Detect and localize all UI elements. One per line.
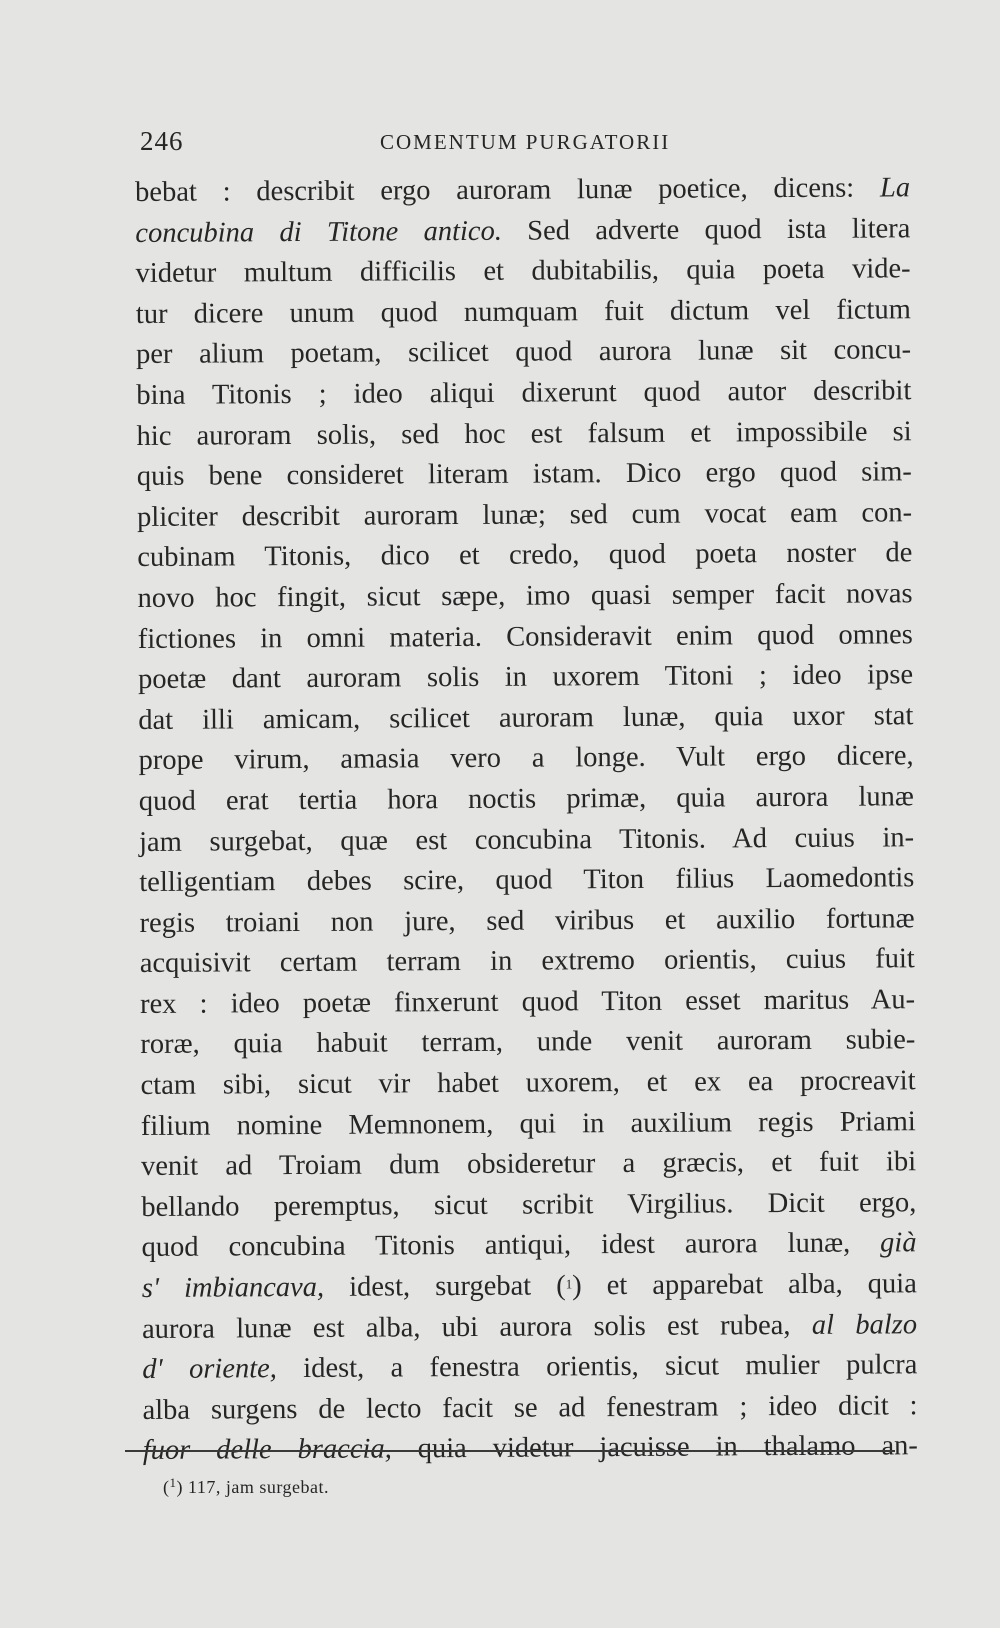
text-run: acquisivit certam terram in extremo orientis, cuius fuit — [139, 943, 915, 980]
text-line — [137, 574, 912, 619]
text-line — [142, 1305, 917, 1350]
text-line — [136, 290, 911, 335]
footnote: ($^1$) 117, jam surgebat. — [163, 1475, 329, 1497]
footnote-marker: 1 — [169, 1475, 177, 1490]
text-line — [137, 493, 912, 538]
text-run: idest, a fenestra orientis, sicut mulier pulcra — [276, 1349, 918, 1385]
text-line — [142, 1386, 917, 1431]
text-line — [140, 980, 915, 1025]
text-run: quod concubina Titonis antiqui, idest aurora lunæ, — [141, 1227, 881, 1264]
text-line — [142, 1264, 917, 1309]
italic-text: concubina di Titone antico. — [135, 215, 503, 249]
page-number: 246 — [140, 126, 184, 156]
text-run: idest, surgebat ( — [324, 1270, 566, 1303]
text-line — [141, 1183, 916, 1228]
text-run: cubinam Titonis, dico et credo, quod poeta noster de — [137, 537, 913, 574]
italic-text: La — [879, 172, 911, 204]
text-line — [139, 899, 914, 944]
running-title: COMENTUM PURGATORII — [380, 130, 671, 154]
text-line — [137, 534, 912, 579]
text-run: Sed adverte quod ista litera — [501, 212, 911, 247]
text-run: venit ad Troiam dum obsideretur a græcis, et fuit ibi — [140, 1146, 917, 1183]
text-run: hic auroram solis, sed hoc est falsum et impossibile si — [136, 415, 912, 452]
text-line — [140, 1021, 915, 1066]
text-run: roræ, quia habuit terram, unde venit auroram subie- — [140, 1024, 916, 1061]
text-line — [136, 412, 911, 457]
footnote-reference: 1 — [565, 1276, 573, 1292]
text-run: poetæ dant auroram solis in uxorem Titoni ; ideo ipse — [138, 659, 914, 696]
text-run: quia videtur jacuisse in thalamo an- — [391, 1430, 918, 1465]
text-run: videtur multum difficilis et dubitabilis, quia poeta vide- — [135, 253, 911, 290]
text-line — [139, 858, 914, 903]
footnote-text: 117, jam surgebat. — [183, 1477, 329, 1497]
italic-text: al balzo — [811, 1308, 918, 1341]
text-run: jam surgebat, quæ est concubina Titonis. Ad cuius in- — [138, 821, 915, 858]
text-run: ) et apparebat alba, quia — [572, 1268, 917, 1302]
text-line — [136, 331, 911, 376]
text-line — [141, 1142, 916, 1187]
text-run: per alium poetam, scilicet quod aurora lunæ sit concu- — [136, 334, 912, 371]
text-run: quod erat tertia hora noctis primæ, quia aurora lunæ — [138, 781, 914, 817]
italic-text: s' imbiancava, — [141, 1271, 325, 1305]
text-run: novo hoc fingit, sicut sæpe, imo quasi semper facit novas — [137, 578, 913, 614]
italic-text: fuor delle braccia, — [142, 1433, 392, 1467]
text-line — [138, 737, 913, 782]
text-line — [135, 249, 910, 294]
text-run: ctam sibi, sicut vir habet uxorem, et ex ea procreavit — [140, 1065, 916, 1102]
text-line — [140, 1061, 915, 1106]
italic-text: già — [880, 1227, 917, 1259]
text-line — [137, 452, 912, 497]
footnote-rule — [125, 1450, 895, 1452]
text-run: pliciter describit auroram lunæ; sed cum vocat eam con- — [137, 497, 913, 533]
text-line — [135, 209, 910, 254]
text-run: rex : ideo poetæ finxerunt quod Titon esset maritus Au- — [139, 984, 916, 1020]
text-run: telligentiam debes scire, quod Titon filius Laomedontis — [139, 862, 915, 899]
text-line — [138, 696, 913, 741]
text-run: filium nomine Memnonem, qui in auxilium regis Priami — [140, 1105, 916, 1142]
text-run: tur dicere unum quod numquam fuit dictum vel fictum — [135, 294, 911, 330]
text-line — [141, 1102, 916, 1147]
text-run: bellando peremptus, sicut scribit Virgilius. Dicit ergo, — [141, 1187, 917, 1223]
text-run: regis troiani non jure, sed viribus et auxilio fortunæ — [139, 902, 915, 939]
text-line — [136, 371, 911, 416]
italic-text: d' oriente, — [142, 1353, 277, 1386]
text-line — [135, 168, 910, 213]
text-line — [138, 615, 913, 660]
text-line — [142, 1345, 917, 1390]
text-line — [141, 1224, 916, 1269]
text-run: fictiones in omni materia. Consideravit enim quod omnes — [137, 618, 913, 655]
text-run: quis bene consideret literam istam. Dico ergo quod sim- — [136, 456, 912, 493]
text-run: bina Titonis ; ideo aliqui dixerunt quod autor describit — [136, 375, 912, 411]
body-text — [135, 168, 918, 1472]
text-run: prope virum, amasia vero a longe. Vult ergo dicere, — [138, 740, 914, 777]
text-line — [138, 655, 913, 700]
text-run: bebat : describit ergo auroram lunæ poetice, dicens: — [135, 172, 881, 208]
running-head — [140, 126, 900, 166]
text-run: dat illi amicam, scilicet auroram lunæ, quia uxor stat — [138, 699, 914, 736]
text-line — [140, 940, 915, 985]
text-run: aurora lunæ est alba, ubi aurora solis est rubea, — [141, 1309, 812, 1345]
text-run: alba surgens de lecto facit se ad fenestram ; ideo dicit : — [142, 1390, 918, 1426]
text-line — [139, 818, 914, 863]
text-line — [139, 777, 914, 822]
